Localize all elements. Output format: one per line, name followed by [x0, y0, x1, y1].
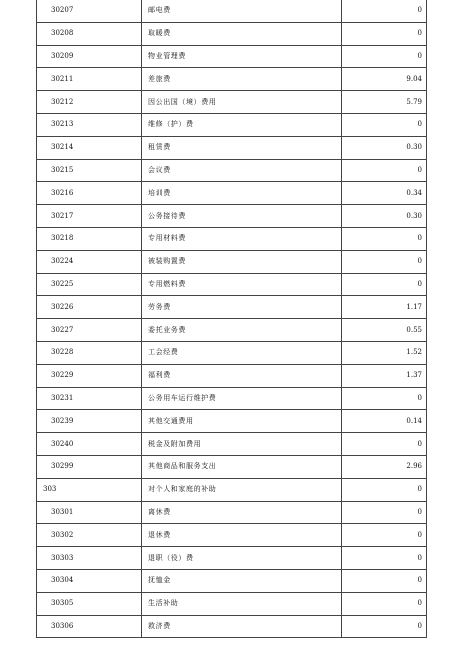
account-name-cell: 因公出国（境）费用 [142, 91, 342, 114]
table-row [37, 0, 427, 22]
amount-cell: 9.04 [342, 68, 427, 91]
table-row [37, 341, 427, 364]
amount-cell: 0 [342, 615, 427, 638]
account-code-cell: 30239 [37, 410, 142, 433]
table-row [37, 45, 427, 68]
amount-cell: 0 [342, 387, 427, 410]
table-row [37, 364, 427, 387]
table-row [37, 68, 427, 91]
account-code-cell: 303 [37, 478, 142, 501]
amount-cell: 0 [342, 227, 427, 250]
table-row [37, 136, 427, 159]
account-code-cell: 30304 [37, 569, 142, 592]
amount-cell: 0 [342, 524, 427, 547]
account-name-cell: 生活补助 [142, 592, 342, 615]
amount-cell: 2.96 [342, 455, 427, 478]
account-name-cell: 工会经费 [142, 341, 342, 364]
account-code-cell: 30227 [37, 319, 142, 342]
account-name-cell: 专用燃料费 [142, 273, 342, 296]
amount-cell: 0 [342, 592, 427, 615]
account-name-cell: 退休费 [142, 524, 342, 547]
account-code-cell: 30303 [37, 547, 142, 570]
table-row [37, 524, 427, 547]
table-row [37, 182, 427, 205]
account-code-cell: 30208 [37, 22, 142, 45]
table-row [37, 205, 427, 228]
amount-cell: 1.37 [342, 364, 427, 387]
amount-cell: 0 [342, 433, 427, 456]
table-row [37, 22, 427, 45]
table-row [37, 91, 427, 114]
account-name-cell: 会议费 [142, 159, 342, 182]
table-row [37, 319, 427, 342]
account-code-cell: 30299 [37, 455, 142, 478]
account-name-cell: 维修（护）费 [142, 113, 342, 136]
account-name-cell: 物业管理费 [142, 45, 342, 68]
account-name-cell: 委托业务费 [142, 319, 342, 342]
account-code-cell: 30302 [37, 524, 142, 547]
account-name-cell: 租赁费 [142, 136, 342, 159]
amount-cell: 0.14 [342, 410, 427, 433]
table-row [37, 501, 427, 524]
account-code-cell: 30240 [37, 433, 142, 456]
amount-cell: 0 [342, 159, 427, 182]
account-name-cell: 退职（役）费 [142, 547, 342, 570]
account-code-cell: 30211 [37, 68, 142, 91]
table-row [37, 227, 427, 250]
account-code-cell: 30225 [37, 273, 142, 296]
amount-cell: 5.79 [342, 91, 427, 114]
account-code-cell: 30229 [37, 364, 142, 387]
table-row [37, 387, 427, 410]
account-code-cell: 30226 [37, 296, 142, 319]
account-code-cell: 30306 [37, 615, 142, 638]
amount-cell: 0 [342, 569, 427, 592]
account-name-cell: 公务接待费 [142, 205, 342, 228]
account-name-cell: 福利费 [142, 364, 342, 387]
table-row [37, 478, 427, 501]
amount-cell: 0 [342, 547, 427, 570]
amount-cell: 0 [342, 45, 427, 68]
amount-cell: 0 [342, 0, 427, 22]
table-row [37, 410, 427, 433]
account-name-cell: 税金及附加费用 [142, 433, 342, 456]
amount-cell: 0 [342, 501, 427, 524]
amount-cell: 0.30 [342, 205, 427, 228]
account-name-cell: 公务用车运行维护费 [142, 387, 342, 410]
account-code-cell: 30209 [37, 45, 142, 68]
account-code-cell: 30217 [37, 205, 142, 228]
account-code-cell: 30207 [37, 0, 142, 22]
table-row [37, 113, 427, 136]
account-code-cell: 30212 [37, 91, 142, 114]
account-name-cell: 离休费 [142, 501, 342, 524]
account-code-cell: 30231 [37, 387, 142, 410]
expenditure-table [36, 0, 427, 638]
account-code-cell: 30228 [37, 341, 142, 364]
amount-cell: 0.34 [342, 182, 427, 205]
account-name-cell: 差旅费 [142, 68, 342, 91]
account-name-cell: 培训费 [142, 182, 342, 205]
table-row [37, 547, 427, 570]
account-code-cell: 30305 [37, 592, 142, 615]
table-row [37, 615, 427, 638]
account-code-cell: 30218 [37, 227, 142, 250]
table-row [37, 250, 427, 273]
account-code-cell: 30213 [37, 113, 142, 136]
account-name-cell: 被装购置费 [142, 250, 342, 273]
amount-cell: 1.52 [342, 341, 427, 364]
table-row [37, 433, 427, 456]
amount-cell: 0.55 [342, 319, 427, 342]
amount-cell: 0.30 [342, 136, 427, 159]
account-name-cell: 专用材料费 [142, 227, 342, 250]
account-name-cell: 其他交通费用 [142, 410, 342, 433]
amount-cell: 0 [342, 250, 427, 273]
account-name-cell: 对个人和家庭的补助 [142, 478, 342, 501]
table-body [37, 0, 427, 638]
account-code-cell: 30224 [37, 250, 142, 273]
account-name-cell: 邮电费 [142, 0, 342, 22]
account-name-cell: 其他商品和服务支出 [142, 455, 342, 478]
account-code-cell: 30215 [37, 159, 142, 182]
amount-cell: 0 [342, 273, 427, 296]
account-name-cell: 劳务费 [142, 296, 342, 319]
table-row [37, 273, 427, 296]
amount-cell: 1.17 [342, 296, 427, 319]
account-name-cell: 救济费 [142, 615, 342, 638]
table-row [37, 455, 427, 478]
account-code-cell: 30214 [37, 136, 142, 159]
table-row [37, 159, 427, 182]
table-row [37, 296, 427, 319]
account-name-cell: 取暖费 [142, 22, 342, 45]
table-row [37, 592, 427, 615]
amount-cell: 0 [342, 478, 427, 501]
amount-cell: 0 [342, 22, 427, 45]
table-row [37, 569, 427, 592]
account-code-cell: 30216 [37, 182, 142, 205]
amount-cell: 0 [342, 113, 427, 136]
account-name-cell: 抚恤金 [142, 569, 342, 592]
expenditure-table-page [36, 0, 426, 638]
account-code-cell: 30301 [37, 501, 142, 524]
